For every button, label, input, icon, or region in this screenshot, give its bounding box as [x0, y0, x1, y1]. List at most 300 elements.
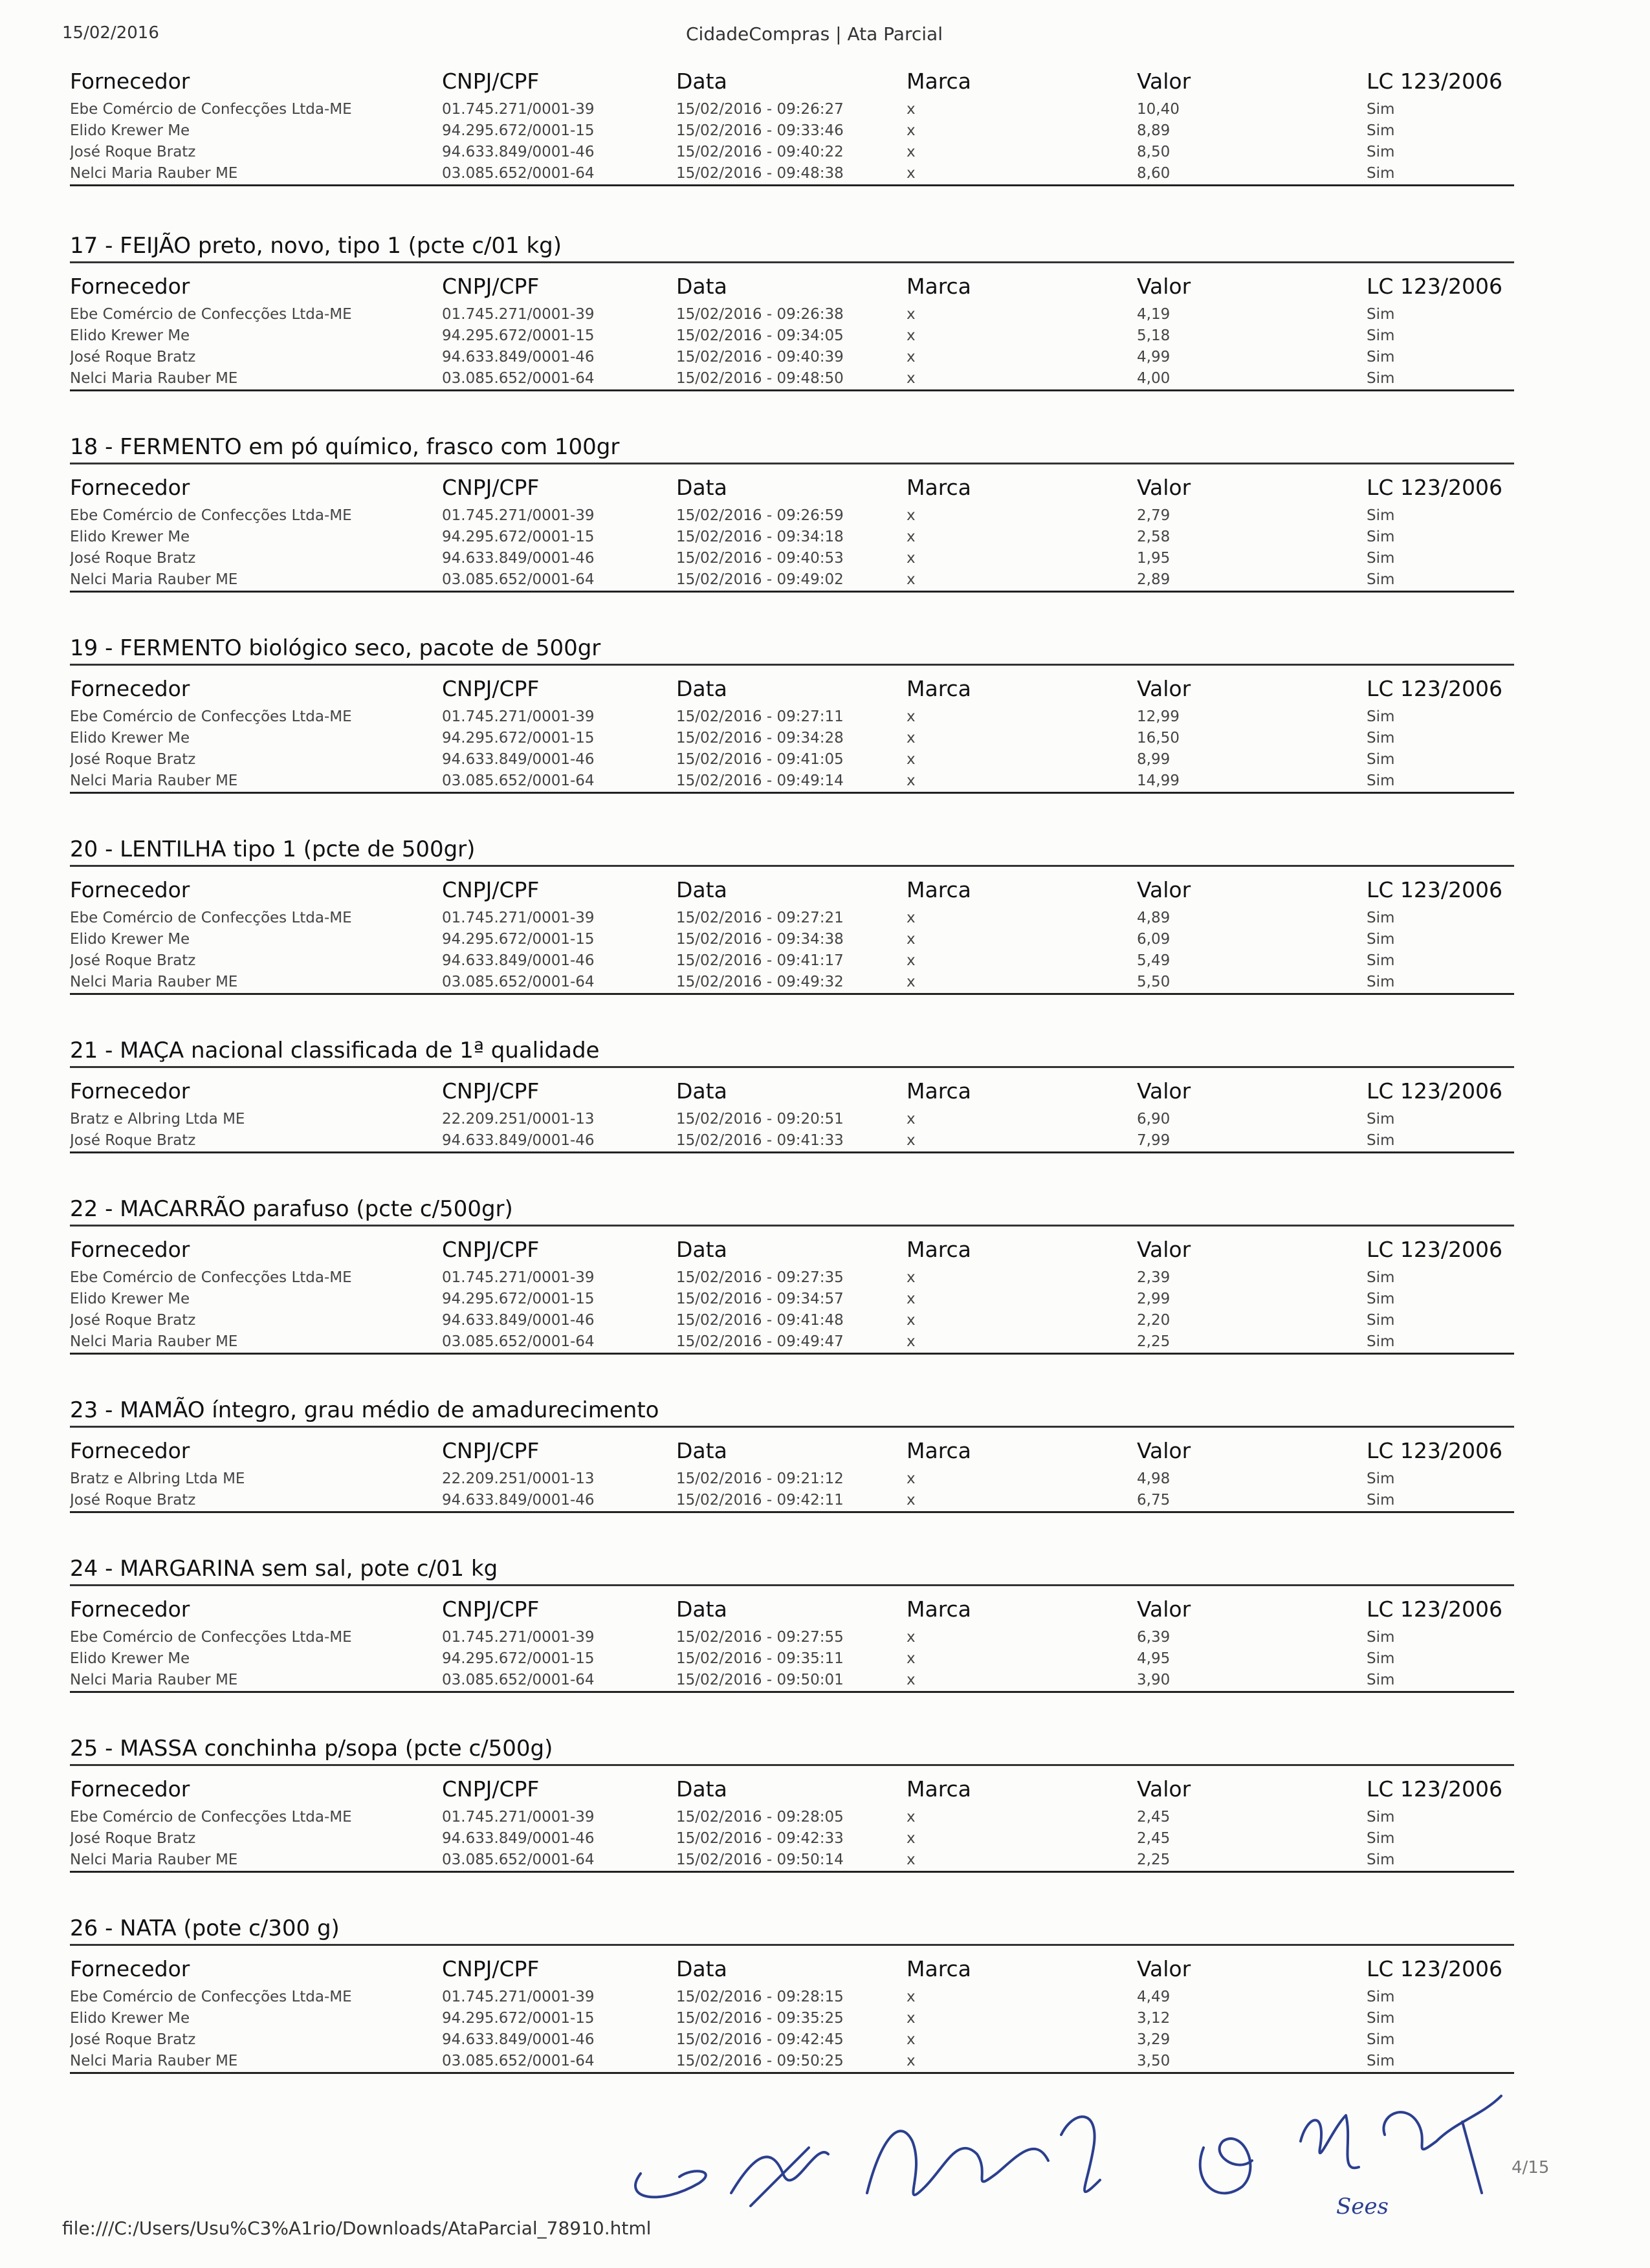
cell-data: 15/02/2016 - 09:27:55 [676, 1629, 844, 1646]
cell-data: 15/02/2016 - 09:49:02 [676, 571, 844, 588]
table-row [70, 1267, 1514, 1289]
table-row [70, 569, 1514, 592]
col-header-fornecedor: Fornecedor [70, 1078, 190, 1104]
cell-fornecedor: Bratz e Albring Ltda ME [70, 1470, 245, 1487]
cell-valor: 2,25 [1137, 1333, 1171, 1350]
item-sections [70, 233, 1514, 2117]
cell-data: 15/02/2016 - 09:35:11 [676, 1650, 844, 1667]
bids-table [70, 1233, 1514, 1355]
col-header-valor: Valor [1137, 475, 1191, 500]
cell-valor: 5,18 [1137, 327, 1171, 344]
cell-marca: x [907, 1269, 916, 1286]
cell-fornecedor: Elido Krewer Me [70, 931, 190, 948]
table-row [70, 527, 1514, 548]
item-section [70, 1736, 1514, 1873]
col-header-lc: LC 123/2006 [1367, 1776, 1503, 1802]
cell-lc: Sim [1367, 571, 1395, 588]
col-header-fornecedor: Fornecedor [70, 1237, 190, 1262]
header-date: 15/02/2016 [62, 23, 159, 43]
section-title: 23 - MAMÃO íntegro, grau médio de amadurecimento [70, 1397, 1514, 1428]
cell-fornecedor: Ebe Comércio de Confecções Ltda-ME [70, 1989, 352, 2005]
cell-data: 15/02/2016 - 09:41:33 [676, 1132, 844, 1149]
cell-lc: Sim [1367, 1672, 1395, 1688]
cell-valor: 4,95 [1137, 1650, 1171, 1667]
table-body [70, 304, 1514, 391]
cell-cnpj: 03.085.652/0001-64 [442, 772, 595, 789]
cell-data: 15/02/2016 - 09:50:25 [676, 2053, 844, 2069]
table-row [70, 368, 1514, 391]
table-header-row [70, 65, 1514, 99]
cell-marca: x [907, 2010, 916, 2027]
cell-fornecedor: José Roque Bratz [70, 349, 196, 365]
cell-cnpj: 01.745.271/0001-39 [442, 101, 595, 118]
cell-marca: x [907, 529, 916, 545]
table-row [70, 1109, 1514, 1130]
cell-cnpj: 94.295.672/0001-15 [442, 730, 595, 747]
table-body [70, 1807, 1514, 1872]
table-row [70, 120, 1514, 142]
cell-fornecedor: Nelci Maria Rauber ME [70, 165, 238, 182]
item-section [70, 635, 1514, 794]
cell-valor: 16,50 [1137, 730, 1180, 747]
signature-7 [1383, 2096, 1501, 2193]
col-header-lc: LC 123/2006 [1367, 1078, 1503, 1104]
col-header-data: Data [676, 1237, 727, 1262]
col-header-marca: Marca [907, 1597, 971, 1622]
cell-marca: x [907, 1809, 916, 1826]
cell-lc: Sim [1367, 952, 1395, 969]
cell-marca: x [907, 1851, 916, 1868]
col-header-valor: Valor [1137, 1237, 1191, 1262]
cell-cnpj: 94.295.672/0001-15 [442, 1291, 595, 1307]
cell-data: 15/02/2016 - 09:40:22 [676, 144, 844, 160]
cell-lc: Sim [1367, 910, 1395, 926]
table-row [70, 929, 1514, 950]
col-header-valor: Valor [1137, 877, 1191, 902]
cell-valor: 6,39 [1137, 1629, 1171, 1646]
cell-cnpj: 03.085.652/0001-64 [442, 165, 595, 182]
col-header-marca: Marca [907, 877, 971, 902]
cell-fornecedor: Nelci Maria Rauber ME [70, 974, 238, 990]
table-row [70, 706, 1514, 728]
cell-lc: Sim [1367, 1492, 1395, 1509]
cell-lc: Sim [1367, 327, 1395, 344]
cell-fornecedor: Ebe Comércio de Confecções Ltda-ME [70, 507, 352, 524]
table-header-row [70, 1772, 1514, 1807]
cell-fornecedor: Ebe Comércio de Confecções Ltda-ME [70, 1629, 352, 1646]
cell-data: 15/02/2016 - 09:49:47 [676, 1333, 844, 1350]
cell-fornecedor: Elido Krewer Me [70, 1291, 190, 1307]
table-row [70, 908, 1514, 929]
cell-valor: 6,09 [1137, 931, 1171, 948]
col-header-cnpj: CNPJ/CPF [442, 877, 540, 902]
cell-data: 15/02/2016 - 09:27:21 [676, 910, 844, 926]
item-section [70, 1556, 1514, 1693]
section-title: 26 - NATA (pote c/300 g) [70, 1915, 1514, 1946]
cell-cnpj: 03.085.652/0001-64 [442, 1333, 595, 1350]
cell-valor: 3,29 [1137, 2031, 1171, 2048]
footer-file-url: file:///C:/Users/Usu%C3%A1rio/Downloads/AtaParcial_78910.html [62, 2218, 652, 2239]
cell-lc: Sim [1367, 1269, 1395, 1286]
bids-table [70, 65, 1514, 186]
cell-lc: Sim [1367, 144, 1395, 160]
cell-marca: x [907, 952, 916, 969]
cell-valor: 5,50 [1137, 974, 1171, 990]
bids-table [70, 1593, 1514, 1693]
cell-cnpj: 94.633.849/0001-46 [442, 2031, 595, 2048]
cell-fornecedor: José Roque Bratz [70, 952, 196, 969]
cell-valor: 2,45 [1137, 1830, 1171, 1847]
col-header-lc: LC 123/2006 [1367, 877, 1503, 902]
col-header-data: Data [676, 1438, 727, 1463]
col-header-marca: Marca [907, 1438, 971, 1463]
cell-cnpj: 01.745.271/0001-39 [442, 306, 595, 323]
cell-valor: 4,98 [1137, 1470, 1171, 1487]
cell-lc: Sim [1367, 2010, 1395, 2027]
col-header-lc: LC 123/2006 [1367, 274, 1503, 299]
col-header-cnpj: CNPJ/CPF [442, 1438, 540, 1463]
cell-valor: 2,20 [1137, 1312, 1171, 1329]
cell-marca: x [907, 1291, 916, 1307]
cell-valor: 8,89 [1137, 122, 1171, 139]
cell-data: 15/02/2016 - 09:35:25 [676, 2010, 844, 2027]
cell-fornecedor: Nelci Maria Rauber ME [70, 571, 238, 588]
col-header-cnpj: CNPJ/CPF [442, 1597, 540, 1622]
cell-data: 15/02/2016 - 09:49:14 [676, 772, 844, 789]
cell-data: 15/02/2016 - 09:26:27 [676, 101, 844, 118]
table-header-row [70, 1434, 1514, 1468]
handwritten-signatures [621, 2044, 1592, 2238]
cell-cnpj: 03.085.652/0001-64 [442, 370, 595, 387]
table-header-row [70, 1952, 1514, 1987]
cell-data: 15/02/2016 - 09:50:14 [676, 1851, 844, 1868]
cell-valor: 4,89 [1137, 910, 1171, 926]
cell-lc: Sim [1367, 1291, 1395, 1307]
bids-table [70, 471, 1514, 593]
col-header-data: Data [676, 877, 727, 902]
cell-marca: x [907, 2053, 916, 2069]
cell-fornecedor: Elido Krewer Me [70, 122, 190, 139]
table-header-row [70, 1233, 1514, 1267]
cell-data: 15/02/2016 - 09:40:39 [676, 349, 844, 365]
cell-valor: 2,79 [1137, 507, 1171, 524]
cell-cnpj: 94.633.849/0001-46 [442, 1132, 595, 1149]
cell-valor: 4,49 [1137, 1989, 1171, 2005]
cell-marca: x [907, 165, 916, 182]
cell-fornecedor: Bratz e Albring Ltda ME [70, 1111, 245, 1128]
cell-cnpj: 03.085.652/0001-64 [442, 1851, 595, 1868]
cell-lc: Sim [1367, 370, 1395, 387]
cell-lc: Sim [1367, 550, 1395, 567]
signature-5 [1200, 2139, 1252, 2193]
bids-table [70, 672, 1514, 794]
cell-lc: Sim [1367, 1650, 1395, 1667]
table-row [70, 304, 1514, 325]
cell-valor: 2,45 [1137, 1809, 1171, 1826]
section-title: 20 - LENTILHA tipo 1 (pcte de 500gr) [70, 836, 1514, 867]
cell-marca: x [907, 1629, 916, 1646]
col-header-cnpj: CNPJ/CPF [442, 1237, 540, 1262]
cell-marca: x [907, 349, 916, 365]
col-header-cnpj: CNPJ/CPF [442, 69, 540, 94]
cell-fornecedor: José Roque Bratz [70, 550, 196, 567]
cell-valor: 1,95 [1137, 550, 1171, 567]
cell-cnpj: 94.633.849/0001-46 [442, 751, 595, 768]
cell-cnpj: 01.745.271/0001-39 [442, 1989, 595, 2005]
table-header-row [70, 1593, 1514, 1627]
cell-lc: Sim [1367, 1312, 1395, 1329]
cell-cnpj: 03.085.652/0001-64 [442, 974, 595, 990]
cell-valor: 4,99 [1137, 349, 1171, 365]
table-body [70, 99, 1514, 186]
cell-marca: x [907, 910, 916, 926]
cell-cnpj: 01.745.271/0001-39 [442, 910, 595, 926]
cell-valor: 8,50 [1137, 144, 1171, 160]
section-title: 24 - MARGARINA sem sal, pote c/01 kg [70, 1556, 1514, 1586]
cell-cnpj: 22.209.251/0001-13 [442, 1470, 595, 1487]
cell-data: 15/02/2016 - 09:20:51 [676, 1111, 844, 1128]
col-header-cnpj: CNPJ/CPF [442, 475, 540, 500]
table-row [70, 1490, 1514, 1512]
cell-cnpj: 94.295.672/0001-15 [442, 2010, 595, 2027]
table-header-row [70, 1074, 1514, 1109]
cell-marca: x [907, 1132, 916, 1149]
cell-marca: x [907, 1830, 916, 1847]
col-header-valor: Valor [1137, 274, 1191, 299]
table-row [70, 548, 1514, 569]
table-row [70, 770, 1514, 793]
cell-cnpj: 94.295.672/0001-15 [442, 529, 595, 545]
cell-lc: Sim [1367, 306, 1395, 323]
table-header-row [70, 471, 1514, 505]
cell-lc: Sim [1367, 1629, 1395, 1646]
cell-marca: x [907, 1989, 916, 2005]
cell-cnpj: 22.209.251/0001-13 [442, 1111, 595, 1128]
col-header-cnpj: CNPJ/CPF [442, 1956, 540, 1981]
table-header-row [70, 873, 1514, 908]
cell-fornecedor: Ebe Comércio de Confecções Ltda-ME [70, 306, 352, 323]
table-row [70, 1627, 1514, 1648]
col-header-fornecedor: Fornecedor [70, 1956, 190, 1981]
item-section [70, 434, 1514, 593]
cell-fornecedor: Ebe Comércio de Confecções Ltda-ME [70, 910, 352, 926]
cell-cnpj: 01.745.271/0001-39 [442, 1269, 595, 1286]
cell-valor: 2,99 [1137, 1291, 1171, 1307]
table-row [70, 1828, 1514, 1849]
cell-fornecedor: Ebe Comércio de Confecções Ltda-ME [70, 101, 352, 118]
signature-text-sees: Sees [1336, 2194, 1389, 2219]
cell-valor: 2,25 [1137, 1851, 1171, 1868]
table-row [70, 142, 1514, 163]
col-header-marca: Marca [907, 1078, 971, 1104]
table-row [70, 1468, 1514, 1490]
cell-marca: x [907, 974, 916, 990]
table-row [70, 1987, 1514, 2008]
cell-lc: Sim [1367, 1809, 1395, 1826]
cell-cnpj: 94.633.849/0001-46 [442, 1830, 595, 1847]
cell-marca: x [907, 931, 916, 948]
item-section [70, 836, 1514, 995]
cell-fornecedor: Nelci Maria Rauber ME [70, 772, 238, 789]
cell-data: 15/02/2016 - 09:33:46 [676, 122, 844, 139]
col-header-cnpj: CNPJ/CPF [442, 676, 540, 701]
cell-marca: x [907, 1470, 916, 1487]
cell-lc: Sim [1367, 1830, 1395, 1847]
cell-data: 15/02/2016 - 09:26:38 [676, 306, 844, 323]
signature-2 [731, 2148, 828, 2206]
table-row [70, 1130, 1514, 1153]
cell-fornecedor: Nelci Maria Rauber ME [70, 2053, 238, 2069]
col-header-valor: Valor [1137, 1438, 1191, 1463]
cell-fornecedor: José Roque Bratz [70, 1132, 196, 1149]
cell-lc: Sim [1367, 1470, 1395, 1487]
table-row [70, 347, 1514, 368]
header-title: CidadeCompras | Ata Parcial [686, 23, 943, 45]
signature-4 [1061, 2117, 1100, 2192]
cell-valor: 10,40 [1137, 101, 1180, 118]
cell-lc: Sim [1367, 349, 1395, 365]
table-row [70, 163, 1514, 186]
cell-marca: x [907, 1650, 916, 1667]
cell-valor: 4,00 [1137, 370, 1171, 387]
bids-table [70, 1434, 1514, 1513]
cell-data: 15/02/2016 - 09:41:48 [676, 1312, 844, 1329]
cell-marca: x [907, 1111, 916, 1128]
cell-lc: Sim [1367, 1989, 1395, 2005]
cell-data: 15/02/2016 - 09:34:57 [676, 1291, 844, 1307]
cell-fornecedor: José Roque Bratz [70, 1830, 196, 1847]
cell-cnpj: 03.085.652/0001-64 [442, 2053, 595, 2069]
cell-cnpj: 94.295.672/0001-15 [442, 327, 595, 344]
col-header-data: Data [676, 1956, 727, 1981]
cell-data: 15/02/2016 - 09:27:35 [676, 1269, 844, 1286]
cell-fornecedor: José Roque Bratz [70, 1492, 196, 1509]
cell-lc: Sim [1367, 1111, 1395, 1128]
cell-cnpj: 01.745.271/0001-39 [442, 708, 595, 725]
cell-data: 15/02/2016 - 09:28:15 [676, 1989, 844, 2005]
col-header-lc: LC 123/2006 [1367, 1597, 1503, 1622]
item-section [70, 233, 1514, 391]
table-body [70, 1627, 1514, 1692]
cell-marca: x [907, 751, 916, 768]
cell-fornecedor: Nelci Maria Rauber ME [70, 370, 238, 387]
cell-data: 15/02/2016 - 09:42:11 [676, 1492, 844, 1509]
col-header-valor: Valor [1137, 676, 1191, 701]
cell-marca: x [907, 1672, 916, 1688]
cell-lc: Sim [1367, 931, 1395, 948]
cell-valor: 6,90 [1137, 1111, 1171, 1128]
cell-lc: Sim [1367, 165, 1395, 182]
col-header-data: Data [676, 475, 727, 500]
col-header-valor: Valor [1137, 1597, 1191, 1622]
col-header-fornecedor: Fornecedor [70, 1776, 190, 1802]
col-header-marca: Marca [907, 676, 971, 701]
bids-table [70, 270, 1514, 391]
col-header-lc: LC 123/2006 [1367, 475, 1503, 500]
cell-valor: 3,12 [1137, 2010, 1171, 2027]
cell-lc: Sim [1367, 1132, 1395, 1149]
col-header-marca: Marca [907, 1956, 971, 1981]
cell-data: 15/02/2016 - 09:27:11 [676, 708, 844, 725]
table-row [70, 749, 1514, 770]
item-section [70, 1397, 1514, 1513]
col-header-data: Data [676, 274, 727, 299]
cell-lc: Sim [1367, 772, 1395, 789]
cell-marca: x [907, 101, 916, 118]
footer-page-number: 4/15 [1512, 2158, 1550, 2177]
table-row [70, 728, 1514, 749]
cell-fornecedor: José Roque Bratz [70, 1312, 196, 1329]
cell-cnpj: 94.295.672/0001-15 [442, 931, 595, 948]
cell-cnpj: 94.633.849/0001-46 [442, 349, 595, 365]
col-header-data: Data [676, 1776, 727, 1802]
col-header-marca: Marca [907, 475, 971, 500]
cell-valor: 8,60 [1137, 165, 1171, 182]
cell-data: 15/02/2016 - 09:42:33 [676, 1830, 844, 1847]
cell-data: 15/02/2016 - 09:34:05 [676, 327, 844, 344]
cell-valor: 4,19 [1137, 306, 1171, 323]
section-title: 18 - FERMENTO em pó químico, frasco com 100gr [70, 434, 1514, 464]
item-section [70, 1196, 1514, 1355]
table-body [70, 505, 1514, 592]
table-row [70, 1310, 1514, 1331]
cell-fornecedor: Elido Krewer Me [70, 2010, 190, 2027]
col-header-lc: LC 123/2006 [1367, 1956, 1503, 1981]
table-row [70, 1849, 1514, 1872]
cell-lc: Sim [1367, 974, 1395, 990]
col-header-data: Data [676, 676, 727, 701]
cell-marca: x [907, 1312, 916, 1329]
table-header-row [70, 672, 1514, 706]
cell-valor: 3,50 [1137, 2053, 1171, 2069]
cell-marca: x [907, 507, 916, 524]
cell-marca: x [907, 370, 916, 387]
table-row [70, 1670, 1514, 1692]
cell-marca: x [907, 1333, 916, 1350]
cell-valor: 2,89 [1137, 571, 1171, 588]
cell-data: 15/02/2016 - 09:41:05 [676, 751, 844, 768]
col-header-valor: Valor [1137, 1078, 1191, 1104]
cell-cnpj: 94.633.849/0001-46 [442, 550, 595, 567]
cell-fornecedor: José Roque Bratz [70, 751, 196, 768]
cell-data: 15/02/2016 - 09:26:59 [676, 507, 844, 524]
table-body [70, 1109, 1514, 1153]
col-header-fornecedor: Fornecedor [70, 274, 190, 299]
cell-data: 15/02/2016 - 09:40:53 [676, 550, 844, 567]
section-title: 22 - MACARRÃO parafuso (pcte c/500gr) [70, 1196, 1514, 1227]
table-row [70, 505, 1514, 527]
table-body [70, 1267, 1514, 1354]
cell-marca: x [907, 122, 916, 139]
cell-cnpj: 94.295.672/0001-15 [442, 122, 595, 139]
cell-valor: 7,99 [1137, 1132, 1171, 1149]
cell-data: 15/02/2016 - 09:48:38 [676, 165, 844, 182]
cell-lc: Sim [1367, 2031, 1395, 2048]
cell-data: 15/02/2016 - 09:50:01 [676, 1672, 844, 1688]
table-row [70, 1289, 1514, 1310]
col-header-fornecedor: Fornecedor [70, 1597, 190, 1622]
col-header-lc: LC 123/2006 [1367, 69, 1503, 94]
bids-table [70, 1772, 1514, 1873]
continued-item-table-block [70, 65, 1514, 186]
cell-fornecedor: Elido Krewer Me [70, 1650, 190, 1667]
col-header-marca: Marca [907, 274, 971, 299]
cell-valor: 2,39 [1137, 1269, 1171, 1286]
cell-fornecedor: Elido Krewer Me [70, 529, 190, 545]
col-header-lc: LC 123/2006 [1367, 1438, 1503, 1463]
cell-fornecedor: Elido Krewer Me [70, 730, 190, 747]
cell-valor: 6,75 [1137, 1492, 1171, 1509]
